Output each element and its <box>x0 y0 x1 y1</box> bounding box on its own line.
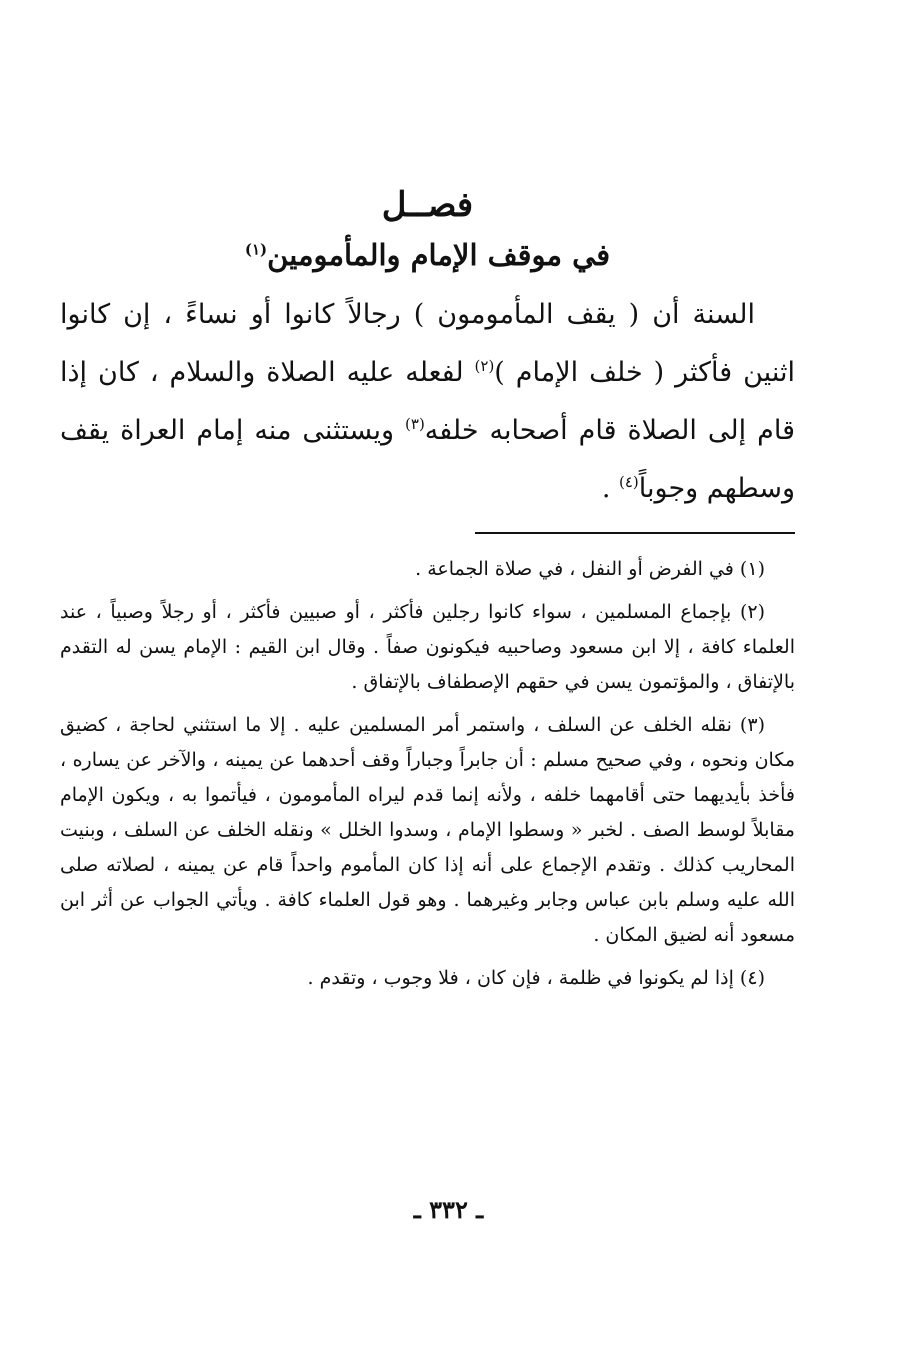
paragraph-part-4: . <box>601 473 619 504</box>
paragraph-part-3: ويستثنى منه إمام العراة يقف وسطهم وجوباً <box>60 415 795 504</box>
footnote-2: (٢) بإجماع المسلمين ، سواء كانوا رجلين فأكثر ، أو صبيين فأكثر ، أو رجلاً وصبياً ، عند العلماء كافة ، إلا ابن مسعود وصاحبيه فيكونون صفاً . وقال ابن القيم : الإمام يسن له التقدم بالإتفاق ، والمؤتمون يسن في حقهم الإصطفاف بالإتفاق . <box>60 601 795 693</box>
paragraph-part-1: السنة أن ( يقف المأمومون ) رجالاً كانوا أو نساءً ، إن كانوا اثنين فأكثر ( خلف الإمام ) <box>60 299 795 388</box>
paragraph-part-2: لفعله عليه الصلاة والسلام ، كان إذا قام إلى الصلاة قام أصحابه خلفه <box>60 357 795 446</box>
footnote-divider <box>475 532 795 534</box>
footnote-ref-4: (٤) <box>618 473 639 491</box>
main-paragraph <box>60 286 795 518</box>
footnote-ref-3: (٣) <box>405 415 425 433</box>
page-content <box>60 180 795 1004</box>
footnote-ref-2: (٢) <box>474 357 495 375</box>
subtitle-text: في موقف الإمام والمأمومين <box>267 238 611 272</box>
page-number: ـ ٣٣٢ ـ <box>413 1195 484 1224</box>
section-subtitle <box>60 230 795 280</box>
footnote-1: (١) في الفرض أو النفل ، في صلاة الجماعة . <box>415 558 765 580</box>
subtitle-footnote-ref: (١) <box>244 240 268 259</box>
section-title: فصــل <box>381 185 474 225</box>
footnote-4: (٤) إذا لم يكونوا في ظلمة ، فإن كان ، فلا وجوب ، وتقدم . <box>307 967 765 989</box>
footnote-3: (٣) نقله الخلف عن السلف ، واستمر أمر المسلمين عليه . إلا ما استثني لحاجة ، كضيق مكان ونحوه ، وفي صحيح مسلم : أن جابراً وجباراً وقف أحدهما عن يمينه ، والآخر عن يساره ، فأخذ بأيديهما حتى أقامهما خلفه ، ولأنه إنما قدم ليراه المأمومون ، فيأتموا به ، ويكون الإمام مقابلاً لوسط الصف . لخبر « وسطوا الإمام ، وسدوا الخلل » ونقله الخلف عن السلف ، وبنيت المحاريب كذلك . وتقدم الإجماع على أنه إذا كان المأموم واحداً قام عن يمينه ، لصلاته صلى الله عليه وسلم بابن عباس وجابر وغيرهما . وهو قول العلماء كافة . ويأتي الجواب عن أثر ابن مسعود أنه لضيق المكان . <box>60 714 795 946</box>
